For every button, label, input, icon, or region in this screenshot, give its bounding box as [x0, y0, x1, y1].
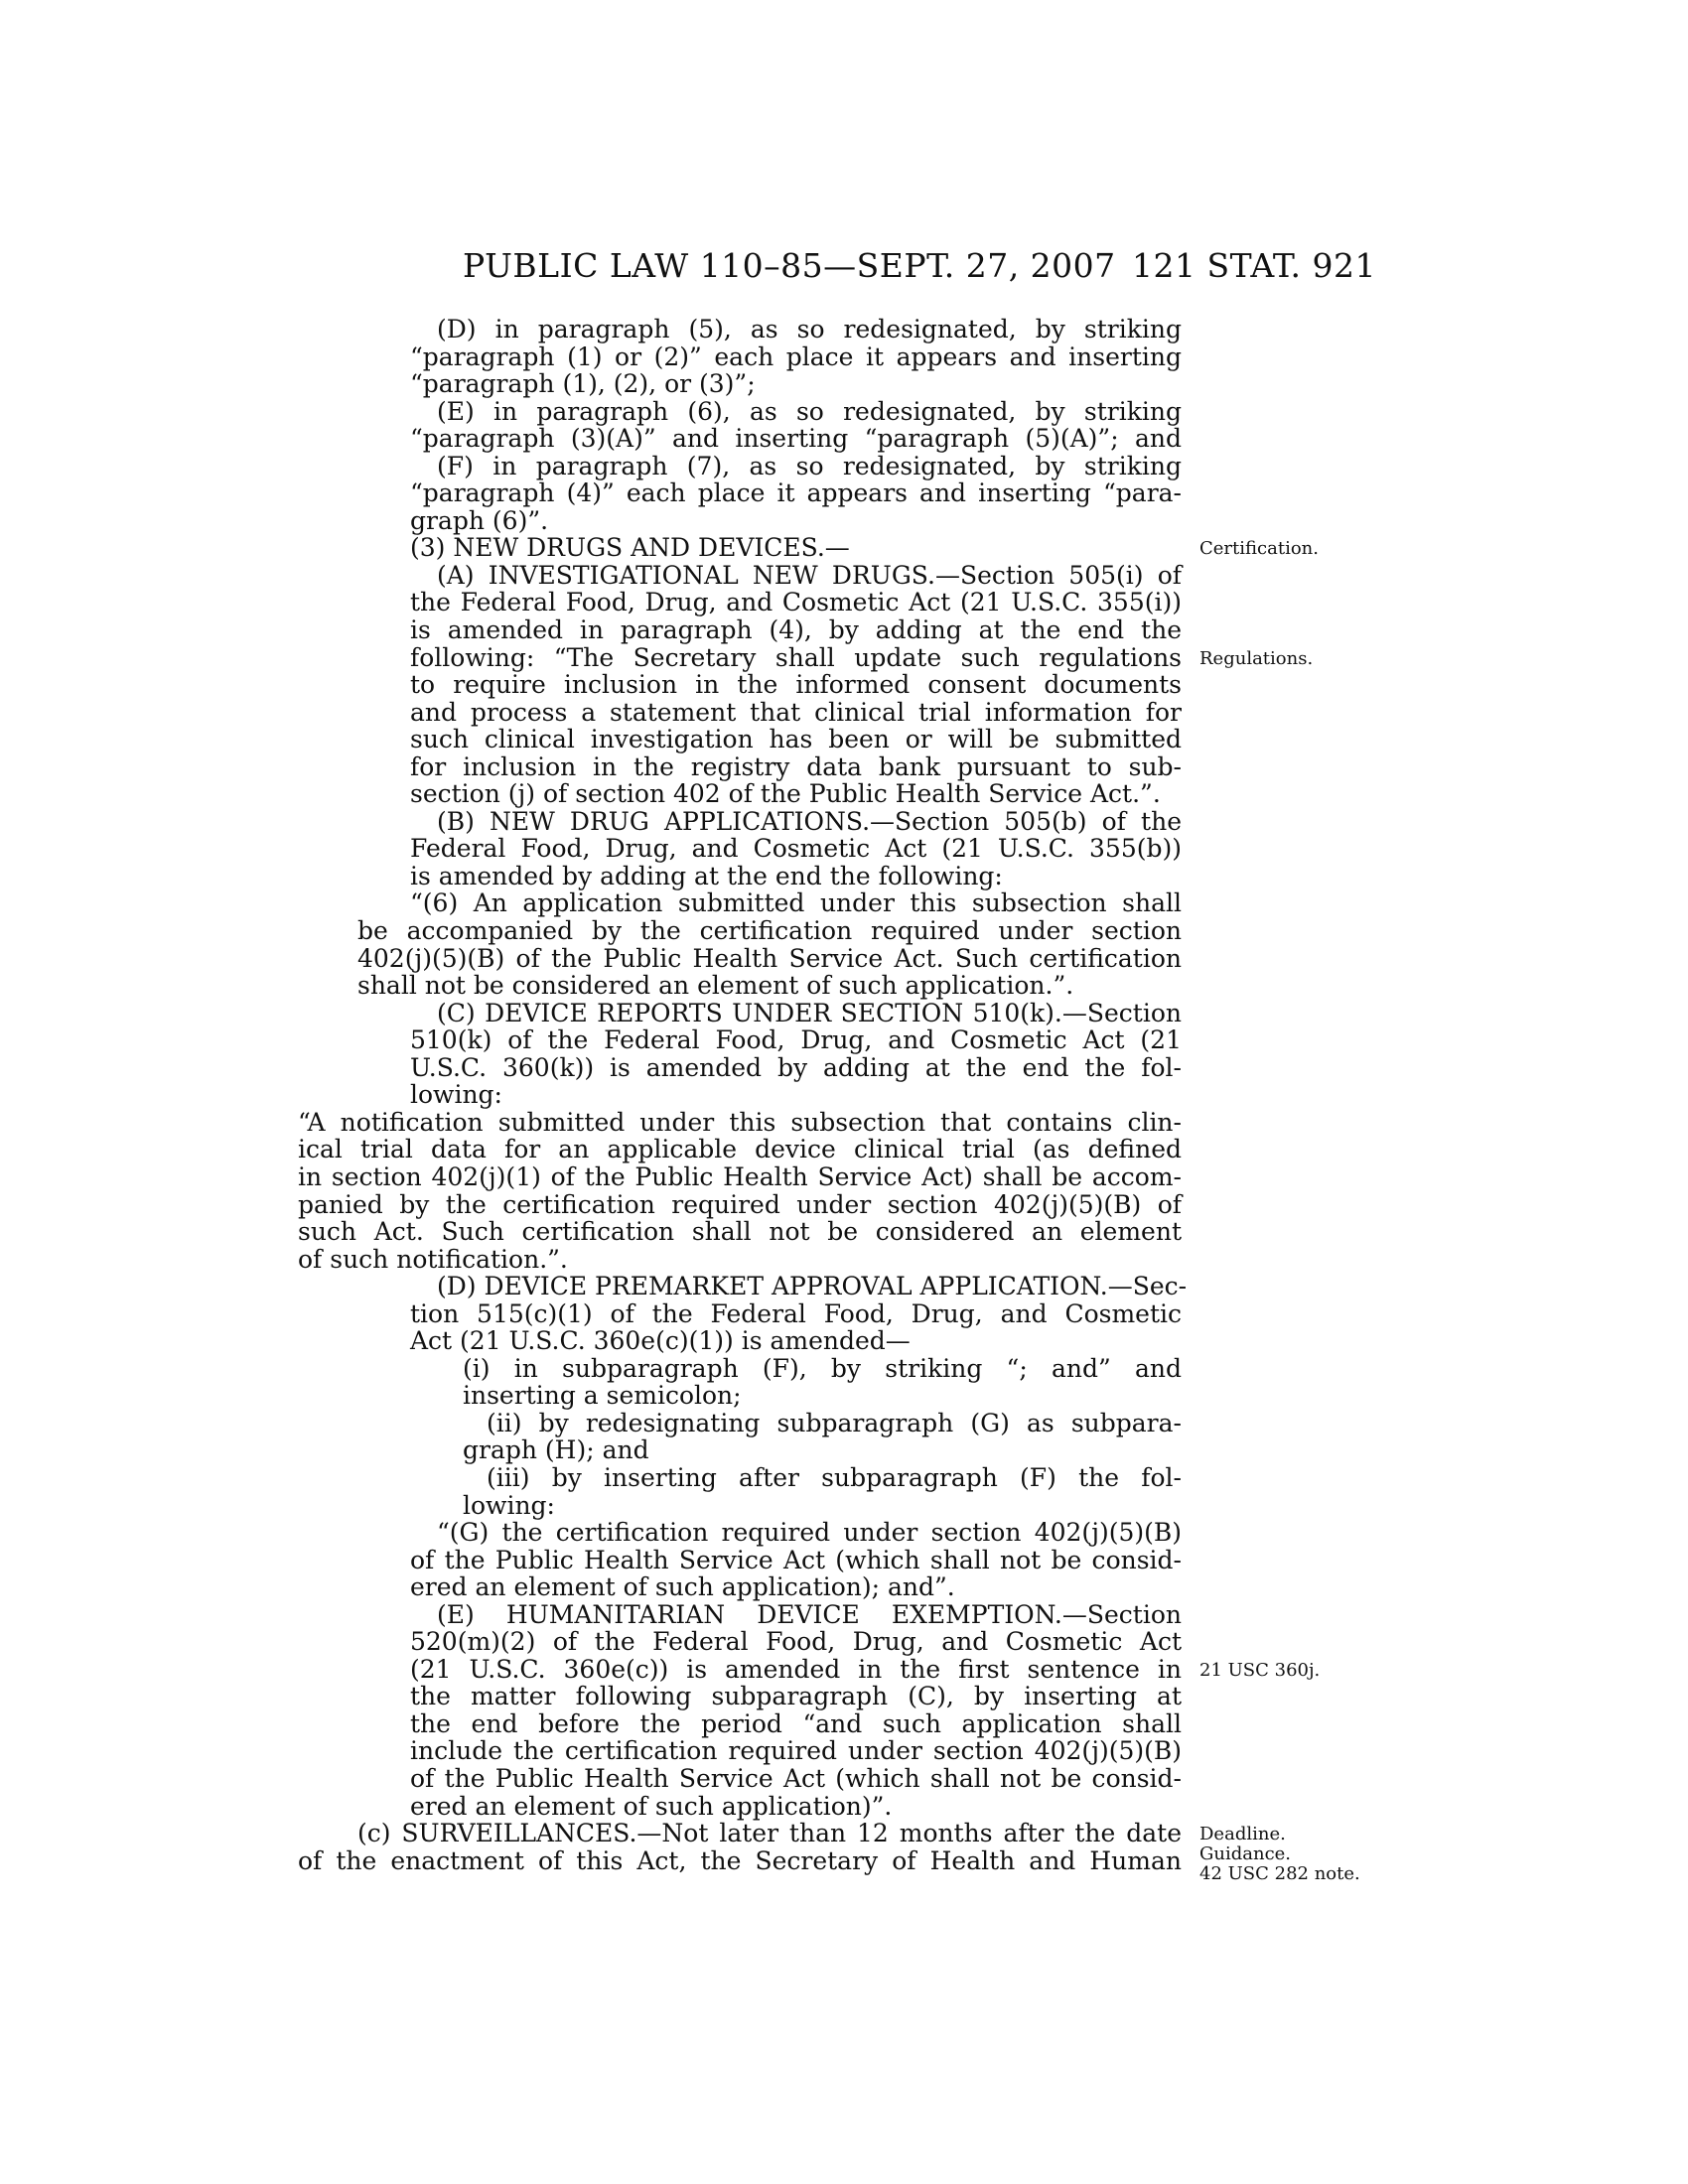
text-line: graph (6)”. — [410, 505, 549, 535]
text-line: section (j) of section 402 of the Public Health Service Act.”. — [410, 779, 1161, 809]
text-line: in section 402(j)(1) of the Public Health Service Act) shall be accom- — [298, 1161, 1182, 1191]
text-line: “paragraph (4)” each place it appears and inserting “para- — [410, 478, 1182, 508]
text-line: to require inclusion in the informed consent documents — [410, 670, 1182, 700]
text-line: Federal Food, Drug, and Cosmetic Act (21 U.S.C. 355(b)) — [410, 834, 1182, 864]
text-line: following: “The Secretary shall update such regulations — [410, 642, 1182, 672]
text-line: such Act. Such certification shall not be considered an element — [298, 1217, 1182, 1247]
text-line: ered an element of such application)”. — [410, 1791, 893, 1821]
margin-note: Regulations. — [1199, 647, 1314, 669]
text-line: panied by the certification required under section 402(j)(5)(B) of — [298, 1189, 1182, 1219]
text-line: “paragraph (1), (2), or (3)”; — [410, 369, 756, 399]
text-line: “paragraph (1) or (2)” each place it appears and inserting — [410, 341, 1182, 371]
margin-note: Guidance. — [1199, 1843, 1292, 1865]
text-line: U.S.C. 360(k)) is amended by adding at the end the fol- — [410, 1052, 1182, 1082]
text-line: lowing: — [463, 1490, 555, 1520]
text-line: (i) in subparagraph (F), by striking “; and” and — [463, 1353, 1182, 1383]
header-title: PUBLIC LAW 110–85—SEPT. 27, 2007 — [463, 246, 1116, 285]
text-line: of the Public Health Service Act (which shall not be consid- — [410, 1545, 1182, 1574]
text-line: “A notification submitted under this subsection that contains clin- — [298, 1107, 1182, 1137]
text-line: shall not be considered an element of such application.”. — [357, 971, 1074, 1001]
text-line: of the enactment of this Act, the Secretary of Health and Human — [298, 1845, 1182, 1875]
text-line: 520(m)(2) of the Federal Food, Drug, and Cosmetic Act — [410, 1627, 1182, 1657]
text-line: is amended by adding at the end the following: — [410, 861, 1003, 890]
text-line: Act (21 U.S.C. 360e(c)(1)) is amended— — [410, 1326, 911, 1356]
text-line: lowing: — [410, 1080, 502, 1110]
margin-note: 42 USC 282 note. — [1199, 1863, 1360, 1885]
text-line: is amended in paragraph (4), by adding at the end the — [410, 615, 1182, 645]
text-line: (A) INVESTIGATIONAL NEW DRUGS.—Section 505(i) of — [437, 560, 1182, 590]
text-line: (E) in paragraph (6), as so redesignated, by striking — [437, 396, 1182, 426]
text-line: the matter following subparagraph (C), by inserting at — [410, 1682, 1182, 1711]
text-line: (E) HUMANITARIAN DEVICE EXEMPTION.—Section — [437, 1599, 1182, 1629]
text-line: tion 515(c)(1) of the Federal Food, Drug, and Cosmetic — [410, 1298, 1182, 1328]
text-line: (D) in paragraph (5), as so redesignated, by striking — [437, 315, 1182, 343]
text-line: (D) DEVICE PREMARKET APPROVAL APPLICATION.—Sec- — [437, 1272, 1188, 1301]
text-line: ered an element of such application); and”. — [410, 1572, 955, 1602]
text-line: of the Public Health Service Act (which shall not be consid- — [410, 1763, 1182, 1793]
page-header — [463, 246, 1376, 286]
margin-note: Certification. — [1199, 538, 1319, 560]
text-line: include the certification required under section 402(j)(5)(B) — [410, 1736, 1182, 1766]
text-line: inserting a semicolon; — [463, 1381, 742, 1411]
text-line: be accompanied by the certification required under section — [357, 916, 1182, 946]
margin-note: 21 USC 360j. — [1199, 1659, 1321, 1681]
text-line: and process a statement that clinical trial information for — [410, 697, 1182, 727]
text-line: (ii) by redesignating subparagraph (G) as subpara- — [487, 1408, 1182, 1437]
text-line: (21 U.S.C. 360e(c)) is amended in the first sentence in — [410, 1654, 1182, 1684]
text-line: (B) NEW DRUG APPLICATIONS.—Section 505(b) of the — [437, 806, 1182, 836]
text-line: (iii) by inserting after subparagraph (F) the fol- — [487, 1462, 1182, 1492]
text-line: graph (H); and — [463, 1435, 649, 1465]
text-line: 510(k) of the Federal Food, Drug, and Cosmetic Act (21 — [410, 1025, 1182, 1055]
text-line: (3) NEW DRUGS AND DEVICES.— — [410, 533, 850, 563]
text-line: (c) SURVEILLANCES.—Not later than 12 months after the date — [357, 1819, 1182, 1848]
text-line: such clinical investigation has been or will be submitted — [410, 725, 1182, 754]
text-line: “(6) An application submitted under this subsection shall — [410, 888, 1182, 918]
text-line: the end before the period “and such application shall — [410, 1708, 1182, 1738]
text-line: “paragraph (3)(A)” and inserting “paragraph (5)(A)”; and — [410, 424, 1182, 454]
text-line: (F) in paragraph (7), as so redesignated, by striking — [437, 451, 1182, 480]
text-line: (C) DEVICE REPORTS UNDER SECTION 510(k).—Section — [437, 998, 1182, 1027]
body-text — [298, 315, 1188, 1875]
text-line: “(G) the certification required under section 402(j)(5)(B) — [437, 1518, 1182, 1548]
text-line: for inclusion in the registry data bank pursuant to sub- — [410, 751, 1182, 781]
margin-note: Deadline. — [1199, 1824, 1286, 1845]
text-line: ical trial data for an applicable device clinical trial (as defined — [298, 1135, 1182, 1164]
text-line: the Federal Food, Drug, and Cosmetic Act (21 U.S.C. 355(i)) — [410, 588, 1182, 617]
text-line: 402(j)(5)(B) of the Public Health Service Act. Such certification — [357, 943, 1182, 973]
header-page-number: 121 STAT. 921 — [1132, 246, 1376, 285]
text-line: of such notification.”. — [298, 1244, 568, 1274]
